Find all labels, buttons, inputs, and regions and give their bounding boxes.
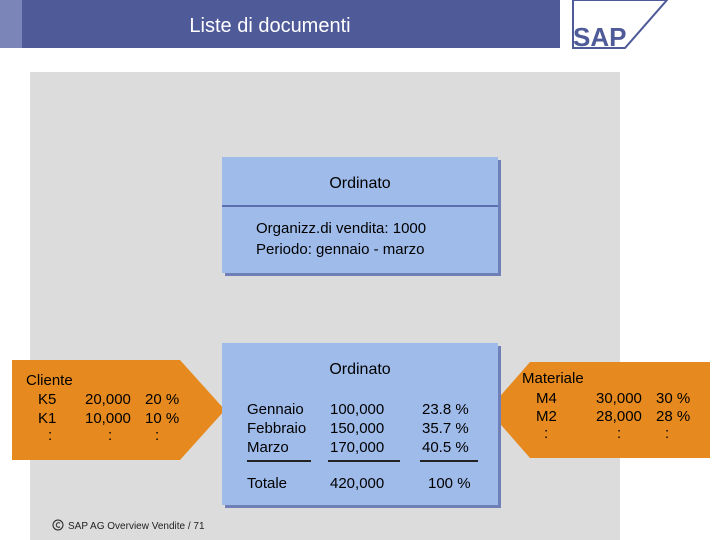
material-row-id: M4 [536,390,557,407]
sum-rule [420,460,478,462]
material-row-value: : [617,425,622,442]
order-summary-title: Ordinato [329,175,391,192]
customer-row-pct: : [155,427,160,444]
material-row-pct: 28 % [656,408,691,425]
month-pct: 23.8 % [422,401,469,418]
copyright-icon [52,519,64,531]
material-row-id: : [544,425,549,442]
customer-row-pct: 20 % [145,391,180,408]
month-value: 170,000 [330,439,385,456]
order-summary-title-row [222,157,498,207]
footer-text: SAP AG Overview Vendite / 71 [68,521,205,532]
sum-rule [328,460,400,462]
sap-logo-text: SAP [573,22,627,50]
customer-row-value: : [108,427,113,444]
sales-org-line: Organizz.di vendita: 1000 [256,220,427,237]
material-title: Materiale [522,370,584,387]
order-detail-title: Ordinato [329,361,391,378]
month-label: Febbraio [247,420,307,437]
sum-rule [247,460,311,462]
customer-row-value: 20,000 [85,391,131,408]
sap-logo [565,0,670,50]
month-pct: 35.7 % [422,420,469,437]
material-row-pct: 30 % [656,390,691,407]
customer-row-value: 10,000 [85,410,131,427]
page-title: Liste di documenti [189,15,351,37]
month-value: 100,000 [330,401,385,418]
month-label: Marzo [247,439,289,456]
total-label: Totale [247,475,288,492]
total-value: 420,000 [330,475,385,492]
customer-row-id: : [48,427,53,444]
month-pct: 40.5 % [422,439,469,456]
material-row-pct: : [665,425,670,442]
order-detail-box [222,343,498,505]
material-row-id: M2 [536,408,557,425]
order-summary-box [222,157,498,273]
material-row-value: 28,000 [596,408,642,425]
period-line: Periodo: gennaio - marzo [256,241,425,258]
month-value: 150,000 [330,420,385,437]
customer-row-id: K5 [38,391,57,408]
customer-row-pct: 10 % [145,410,180,427]
customer-row-id: K1 [38,410,57,427]
customer-title: Cliente [26,372,73,389]
total-pct: 100 % [428,475,471,492]
month-label: Gennaio [247,401,304,418]
material-row-value: 30,000 [596,390,642,407]
